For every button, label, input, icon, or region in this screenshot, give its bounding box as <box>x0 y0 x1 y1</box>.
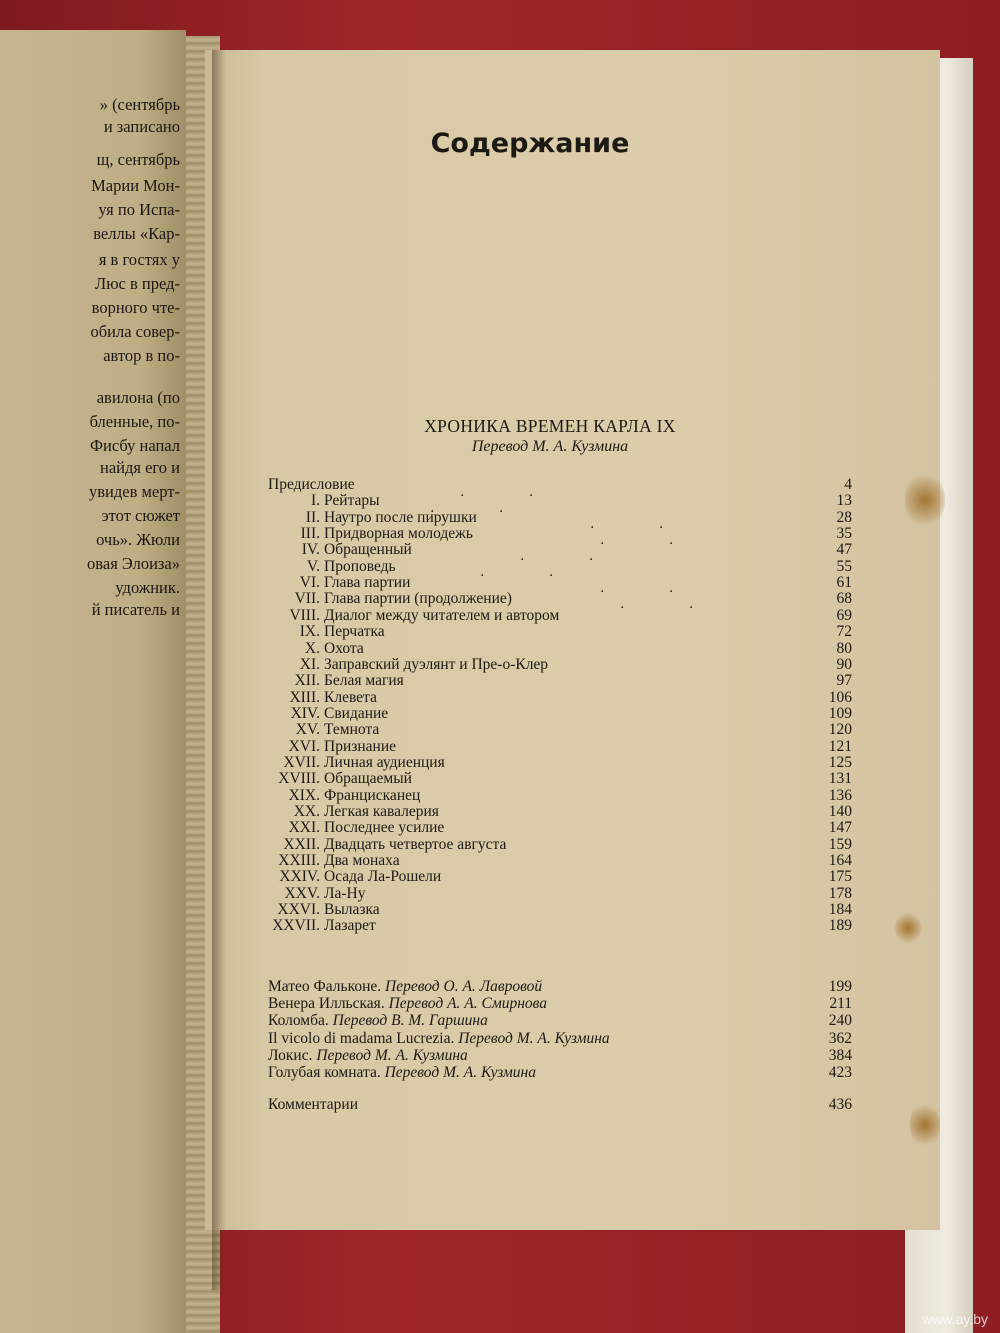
left-page-line: Люс в пред- <box>95 274 180 293</box>
page-number: 423 <box>828 1064 852 1081</box>
page-number: 28 <box>836 509 852 526</box>
work-translator-credit: Перевод О. А. Лавровой <box>385 978 543 995</box>
toc-entry <box>262 1096 852 1114</box>
page-number: 199 <box>828 978 852 995</box>
left-page-line: очь». Жюли <box>96 530 180 549</box>
chapter-title: Белая магия <box>324 672 404 689</box>
left-page <box>0 30 186 1333</box>
toc-entry <box>262 1030 852 1048</box>
chapter-title: Легкая кавалерия <box>324 803 439 820</box>
page-number: 147 <box>828 819 852 836</box>
entry-title <box>268 1064 536 1082</box>
toc-entry <box>262 978 852 996</box>
work-name: Венера Илльская. <box>268 995 389 1012</box>
chapter-title: Двадцать четвертое августа <box>324 836 507 853</box>
entry-title <box>268 995 547 1013</box>
left-page-line: й писатель и <box>91 600 180 619</box>
entry-title <box>324 623 385 641</box>
toc-entry <box>262 995 852 1013</box>
left-page-line: обила совер- <box>90 322 180 341</box>
age-stain <box>895 910 921 946</box>
left-page-line: ворного чте- <box>91 298 180 317</box>
toc-entry <box>262 868 852 886</box>
left-page-line: щ, сентябрь <box>96 150 180 169</box>
entry-title <box>324 492 380 510</box>
leader-dots: . . <box>600 532 704 548</box>
chapter-title: Наутро после пирушки <box>324 509 477 526</box>
chapter-number: XXVI. <box>277 901 320 918</box>
age-stain <box>910 1100 940 1150</box>
chapter-number: VII. <box>294 590 320 607</box>
spine-shadow <box>212 50 226 1290</box>
page-number: 140 <box>828 803 852 820</box>
page-number: 384 <box>828 1047 852 1064</box>
chapter-number: XV. <box>295 721 320 738</box>
leader-dots: . . <box>480 564 584 580</box>
age-stain <box>905 470 945 530</box>
chapter-number: XVIII. <box>278 770 320 787</box>
work-name: Коломба. <box>268 1012 333 1029</box>
chapter-number: XXII. <box>283 836 320 853</box>
chapter-number: VIII. <box>289 607 320 624</box>
chapter-number: V. <box>306 558 320 575</box>
work-name: Голубая комната. <box>268 1064 385 1081</box>
chapter-number: XIII. <box>289 689 320 706</box>
page-number: 121 <box>828 738 852 755</box>
left-page-line: Фисбу напал <box>89 436 180 455</box>
page-number: 131 <box>828 770 852 787</box>
page-number: 159 <box>828 836 852 853</box>
chapter-number: XII. <box>294 672 320 689</box>
chapter-number: XXIV. <box>279 868 320 885</box>
chapter-title: Заправский дуэлянт и Пре-о-Клер <box>324 656 549 673</box>
work-name: Локис. <box>268 1047 317 1064</box>
entry-title <box>268 1047 468 1065</box>
left-page-line: бленные, по- <box>89 412 180 431</box>
page-number: 90 <box>836 656 852 673</box>
chapter-title: Проповедь <box>324 558 396 575</box>
page-number: 68 <box>836 590 852 607</box>
page-number: 164 <box>828 852 852 869</box>
leader-dots: . . <box>590 516 694 532</box>
page-number: 189 <box>828 917 852 934</box>
left-page-line: » (сентябрь <box>99 95 180 114</box>
chapter-title: Темнота <box>324 721 380 738</box>
chapter-title: Перчатка <box>324 623 385 640</box>
entry-title <box>324 672 404 690</box>
toc-entry <box>262 623 852 641</box>
chapter-number: X. <box>304 640 320 657</box>
page-number: 72 <box>836 623 852 640</box>
left-page-line: удожник. <box>115 578 180 597</box>
chapter-number: XI. <box>299 656 320 673</box>
entry-title <box>324 917 376 935</box>
entry-title <box>268 1096 358 1114</box>
page-number: 136 <box>828 787 852 804</box>
page-number: 80 <box>836 640 852 657</box>
chapter-title: Францисканец <box>324 787 421 804</box>
leader-dots: . . <box>620 596 724 612</box>
page-number: 13 <box>836 492 852 509</box>
chapter-number: XXI. <box>288 819 320 836</box>
entry-title <box>268 978 542 996</box>
page-number: 178 <box>828 885 852 902</box>
chapter-number: XIX. <box>288 787 320 804</box>
chapter-number: I. <box>310 492 320 509</box>
leader-dots: . . <box>430 500 534 516</box>
toc-entry <box>262 590 852 608</box>
chapter-title: Ла-Ну <box>324 885 366 902</box>
page-number: 184 <box>828 901 852 918</box>
left-page-line: я в гостях у <box>98 250 180 269</box>
page-number: 120 <box>828 721 852 738</box>
leader-dots: . . <box>600 580 704 596</box>
chapter-number: XVII. <box>283 754 320 771</box>
left-page-line: увидев мерт- <box>88 482 180 501</box>
toc-entry <box>262 819 852 837</box>
chapter-title: Придворная молодежь <box>324 525 473 542</box>
work-name: Il vicolo di madama Lucrezia. <box>268 1030 459 1047</box>
work-translator-credit: Перевод М. А. Кузмина <box>316 1047 468 1064</box>
chapter-title: Свидание <box>324 705 389 722</box>
chapter-title: Осада Ла-Рошели <box>324 868 442 885</box>
chapter-number: XX. <box>293 803 320 820</box>
chapter-title: Обращаемый <box>324 770 412 787</box>
page-number: 35 <box>836 525 852 542</box>
toc-entry <box>262 1047 852 1065</box>
left-page-line: авилона (по <box>96 388 180 407</box>
chapter-title: Последнее усилие <box>324 819 445 836</box>
page-number: 4 <box>844 476 852 493</box>
entry-title <box>324 721 379 739</box>
chapter-title: Клевета <box>324 689 377 706</box>
page-number: 69 <box>836 607 852 624</box>
chapter-title: Охота <box>324 640 364 657</box>
page-number: 436 <box>828 1096 852 1113</box>
chapter-number: IV. <box>301 541 320 558</box>
chapter-number: XXV. <box>284 885 320 902</box>
chapter-number: XXIII. <box>278 852 320 869</box>
chapter-title: Диалог между читателем и автором <box>324 607 560 624</box>
chapter-title: Обращенный <box>324 541 412 558</box>
page-number: 125 <box>828 754 852 771</box>
left-page-line: Марии Мон- <box>91 176 180 195</box>
page-number: 97 <box>836 672 852 689</box>
left-page-line: автор в по- <box>103 346 180 365</box>
work-translator-credit: Перевод А. А. Смирнова <box>388 995 548 1012</box>
left-page-line: этот сюжет <box>101 506 180 525</box>
entry-title <box>268 1012 488 1030</box>
left-page-line: и записано <box>103 117 180 136</box>
toc-entry <box>262 1064 852 1082</box>
chapter-title: Личная аудиенция <box>324 754 445 771</box>
chapter-number: XIV. <box>290 705 320 722</box>
page-number: 109 <box>828 705 852 722</box>
chapter-title: Предисловие <box>268 476 355 493</box>
left-page-line: веллы «Кар- <box>93 224 180 243</box>
page-number: 61 <box>836 574 852 591</box>
entry-title <box>324 541 412 559</box>
page-title: Содержание <box>430 128 630 159</box>
watermark-text: www.ay.by <box>922 1311 988 1327</box>
chapter-number: XXVII. <box>272 917 320 934</box>
leader-dots: . . <box>520 548 624 564</box>
left-page-line: овая Элоиза» <box>87 554 180 573</box>
chapter-title: Лазарет <box>324 917 376 934</box>
work-translator-credit: Перевод М. А. Кузмина <box>458 1030 610 1047</box>
work-translator-credit: Перевод В. М. Гаршина <box>332 1012 488 1029</box>
toc-entry <box>262 1012 852 1030</box>
entry-title <box>324 590 512 608</box>
work-translator-credit: Перевод М. А. Кузмина <box>384 1064 536 1081</box>
chapter-number: II. <box>305 509 320 526</box>
page-number: 47 <box>836 541 852 558</box>
entry-title <box>268 1030 610 1048</box>
toc-entry <box>262 917 852 935</box>
left-page-line: найдя его и <box>100 458 180 477</box>
entry-title <box>324 868 441 886</box>
chapter-number: VI. <box>299 574 320 591</box>
page-number: 175 <box>828 868 852 885</box>
chapter-title: Вылазка <box>324 901 380 918</box>
chapter-title: Два монаха <box>324 852 400 869</box>
entry-title <box>324 819 444 837</box>
work-name: Матео Фальконе. <box>268 978 386 995</box>
page-number: 362 <box>828 1030 852 1047</box>
entry-title <box>324 770 412 788</box>
left-page-line: уя по Испа- <box>98 200 180 219</box>
chapter-title: Глава партии <box>324 574 411 591</box>
toc-entry <box>262 721 852 739</box>
chapter-title: Рейтары <box>324 492 380 509</box>
page-number: 240 <box>828 1012 852 1029</box>
work-title: ХРОНИКА ВРЕМЕН КАРЛА IX <box>424 416 676 436</box>
work-translator: Перевод М. А. Кузмина <box>471 438 629 455</box>
chapter-number: III. <box>300 525 320 542</box>
page-number: 211 <box>829 995 852 1012</box>
chapter-number: IX. <box>299 623 320 640</box>
leader-dots: . . <box>460 484 564 500</box>
chapter-title: Признание <box>324 738 397 755</box>
commentary-title: Комментарии <box>268 1096 358 1113</box>
chapter-number: XVI. <box>288 738 320 755</box>
page-number: 106 <box>828 689 852 706</box>
page-number: 55 <box>836 558 852 575</box>
toc-entry <box>262 672 852 690</box>
chapter-title: Глава партии (продолжение) <box>324 590 512 607</box>
toc-entry <box>262 770 852 788</box>
